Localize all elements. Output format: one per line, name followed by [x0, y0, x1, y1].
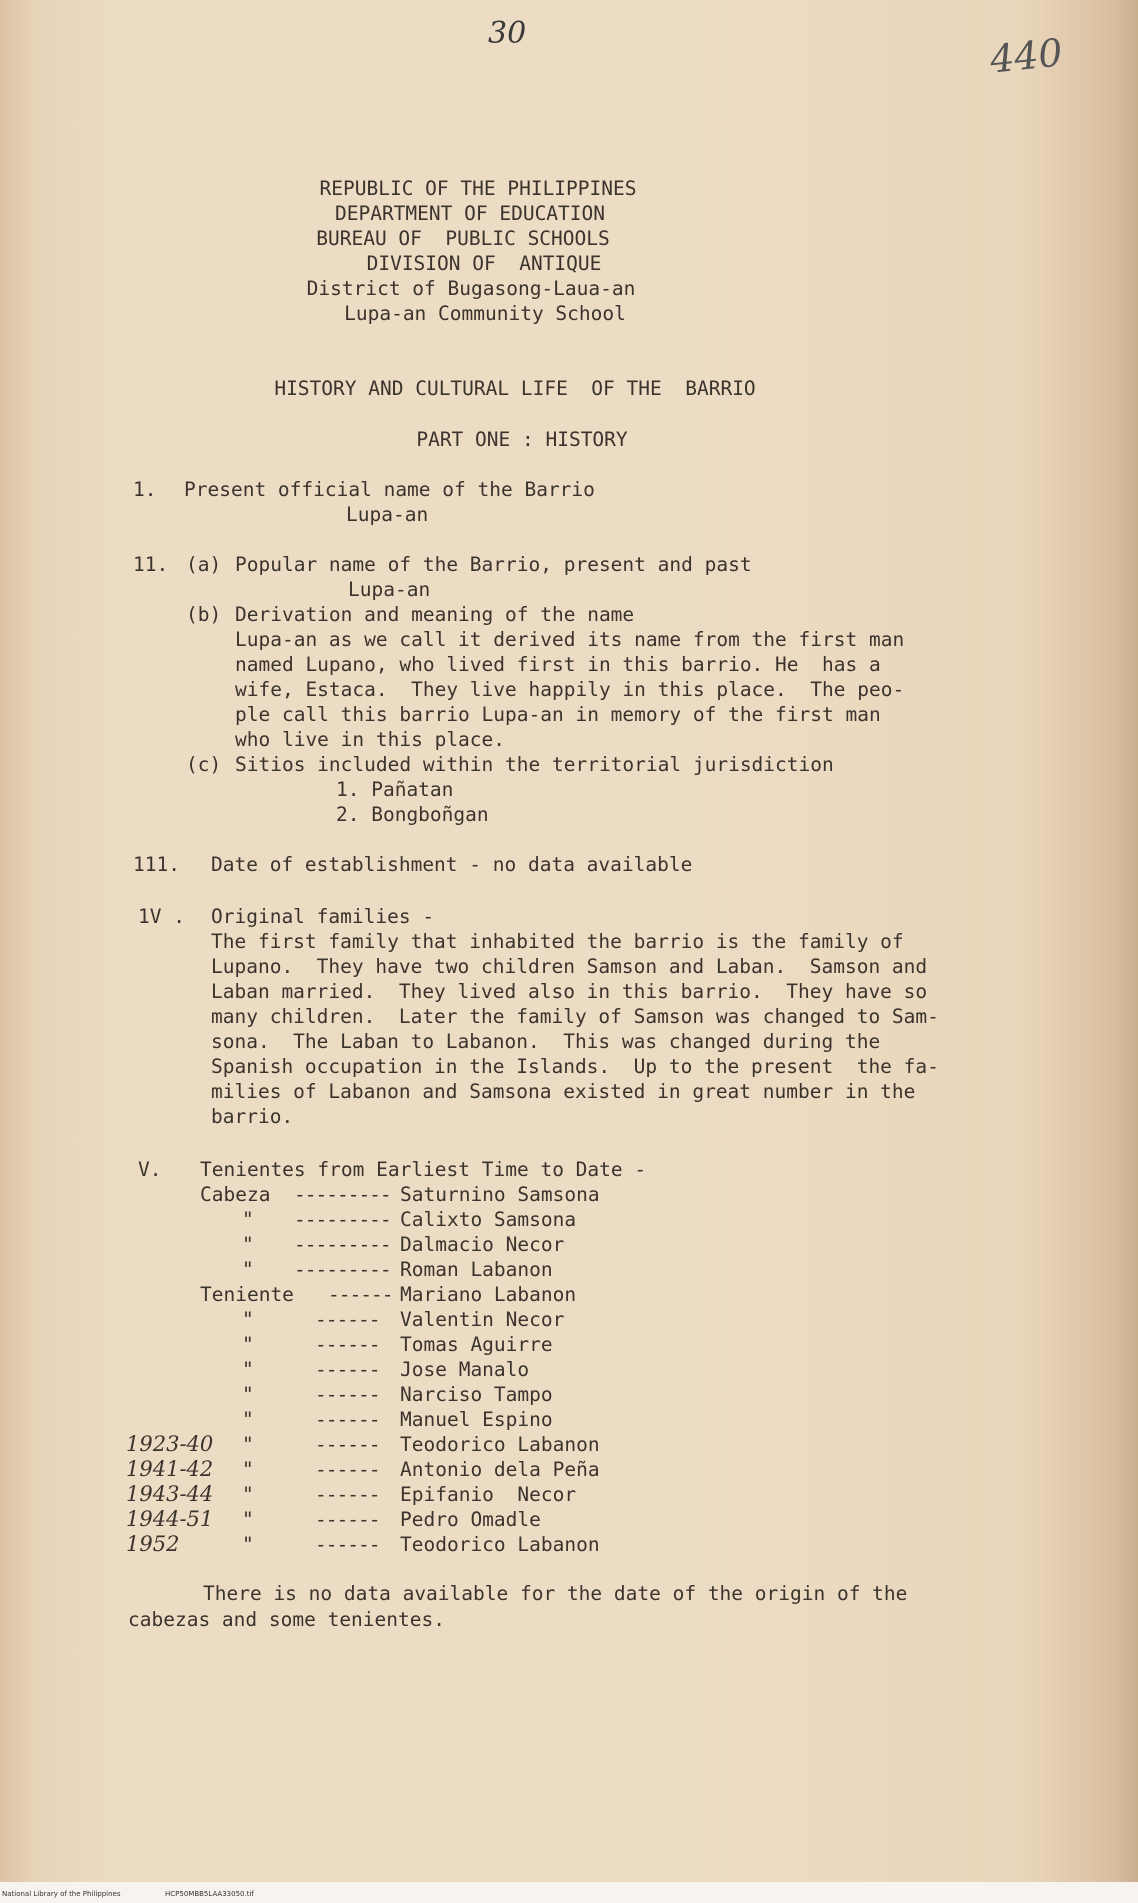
teniente-title: "	[242, 1358, 254, 1381]
teniente-title: "	[242, 1308, 254, 1331]
section-3-number: 111.	[133, 853, 180, 876]
section-2b-heading: Derivation and meaning of the name	[235, 603, 635, 626]
section-4-text-line: The first family that inhabited the barrio is the family of	[211, 930, 904, 953]
teniente-title: "	[242, 1433, 254, 1456]
sitio-item: 1. Pañatan	[336, 778, 454, 801]
teniente-name: Manuel Espino	[400, 1408, 553, 1431]
section-5-heading: Tenientes from Earliest Time to Date -	[200, 1158, 647, 1181]
letterhead-line-6: Lupa-an Community School	[344, 302, 626, 325]
scan-footer	[0, 1882, 1138, 1903]
teniente-title: "	[242, 1208, 254, 1231]
section-2b-text-line: Lupa-an as we call it derived its name from the first man	[235, 628, 905, 651]
teniente-name: Narciso Tampo	[400, 1383, 553, 1406]
teniente-title: "	[242, 1258, 254, 1281]
teniente-dashes: ------	[315, 1408, 380, 1431]
teniente-name: Valentin Necor	[400, 1308, 565, 1331]
teniente-title: Cabeza	[200, 1183, 271, 1206]
section-5-number: V.	[138, 1158, 162, 1181]
section-1-number: 1.	[133, 478, 157, 501]
teniente-title: "	[242, 1533, 254, 1556]
teniente-year: 1943-44	[126, 1482, 214, 1506]
letterhead-line-3: BUREAU OF PUBLIC SCHOOLS	[316, 227, 610, 250]
teniente-dashes: ---------	[294, 1208, 391, 1231]
teniente-year: 1923-40	[126, 1432, 214, 1456]
section-2a-heading: Popular name of the Barrio, present and past	[235, 553, 752, 576]
teniente-dashes: ------	[315, 1383, 380, 1406]
teniente-dashes: ------	[315, 1308, 380, 1331]
teniente-name: Epifanio Necor	[400, 1483, 577, 1506]
footer-file-name: HCP50MBB5LAA33050.tif	[165, 1890, 254, 1898]
teniente-name: Mariano Labanon	[400, 1283, 577, 1306]
teniente-name: Teodorico Labanon	[400, 1433, 600, 1456]
teniente-year: 1941-42	[126, 1457, 214, 1481]
letterhead-line-1: REPUBLIC OF THE PHILIPPINES	[319, 177, 637, 200]
letterhead-line-2: DEPARTMENT OF EDUCATION	[334, 202, 606, 225]
section-4-text-line: sona. The Laban to Labanon. This was changed during the	[211, 1030, 881, 1053]
teniente-name: Saturnino Samsona	[400, 1183, 600, 1206]
teniente-year: 1952	[126, 1532, 180, 1556]
teniente-title: "	[242, 1408, 254, 1431]
section-2a-answer: Lupa-an	[348, 578, 431, 601]
teniente-dashes: ------	[315, 1458, 380, 1481]
handwritten-page-number: 30	[488, 16, 527, 51]
teniente-dashes: ------	[315, 1433, 380, 1456]
letterhead-line-4: DIVISION OF ANTIQUE	[366, 252, 602, 275]
handwritten-archive-number: 440	[987, 30, 1065, 82]
teniente-year: 1944-51	[126, 1507, 214, 1531]
teniente-dashes: ---------	[294, 1258, 391, 1281]
teniente-dashes: ------	[315, 1333, 380, 1356]
teniente-dashes: ---------	[294, 1233, 391, 1256]
section-2c-heading: Sitios included within the territorial jurisdiction	[235, 753, 834, 776]
section-2-number: 11.	[133, 553, 169, 576]
teniente-name: Antonio dela Peña	[400, 1458, 600, 1481]
section-3-text: Date of establishment - no data available	[211, 853, 693, 876]
teniente-name: Pedro Omadle	[400, 1508, 541, 1531]
teniente-title: "	[242, 1333, 254, 1356]
footer-library-name: National Library of the Philippines	[2, 1890, 121, 1898]
teniente-name: Teodorico Labanon	[400, 1533, 600, 1556]
section-4-text-line: Laban married. They lived also in this barrio. They have so	[211, 980, 928, 1003]
section-2b-label: (b)	[186, 603, 222, 626]
section-2a-label: (a)	[186, 553, 222, 576]
teniente-dashes: ------	[315, 1358, 380, 1381]
teniente-dashes: ------	[315, 1533, 380, 1556]
section-2c-label: (c)	[186, 753, 222, 776]
teniente-title: "	[242, 1508, 254, 1531]
section-2b-text-line: ple call this barrio Lupa-an in memory of the first man	[235, 703, 881, 726]
teniente-dashes: ---------	[294, 1183, 391, 1206]
teniente-title: "	[242, 1233, 254, 1256]
section-2b-text-line: named Lupano, who lived first in this barrio. He has a	[235, 653, 881, 676]
section-4-text-line: Lupano. They have two children Samson and Laban. Samson and	[211, 955, 928, 978]
teniente-title: "	[242, 1383, 254, 1406]
teniente-title: Teniente	[200, 1283, 294, 1306]
section-2b-text-line: who live in this place.	[235, 728, 506, 751]
teniente-name: Tomas Aguirre	[400, 1333, 553, 1356]
teniente-dashes: ------	[328, 1283, 393, 1306]
section-1-answer: Lupa-an	[346, 503, 429, 526]
section-4-heading: Original families -	[211, 905, 435, 928]
sitio-item: 2. Bongboñgan	[336, 803, 489, 826]
section-1-heading: Present official name of the Barrio	[184, 478, 595, 501]
teniente-dashes: ------	[315, 1483, 380, 1506]
part-heading: PART ONE : HISTORY	[416, 428, 628, 451]
section-4-text-line: barrio.	[211, 1105, 294, 1128]
section-2b-text-line: wife, Estaca. They live happily in this place. The peo-	[235, 678, 905, 701]
closing-note-line: There is no data available for the date of the origin of the	[203, 1582, 908, 1605]
document-title: HISTORY AND CULTURAL LIFE OF THE BARRIO	[274, 377, 756, 400]
teniente-title: "	[242, 1483, 254, 1506]
teniente-dashes: ------	[315, 1508, 380, 1531]
closing-note-line: cabezas and some tenientes.	[128, 1608, 445, 1631]
section-4-text-line: Spanish occupation in the Islands. Up to the present the fa-	[211, 1055, 939, 1078]
section-4-number: 1V .	[138, 905, 185, 928]
teniente-name: Dalmacio Necor	[400, 1233, 565, 1256]
section-4-text-line: milies of Labanon and Samsona existed in great number in the	[211, 1080, 916, 1103]
letterhead-line-5: District of Bugasong-Laua-an	[306, 277, 636, 300]
teniente-name: Jose Manalo	[400, 1358, 530, 1381]
teniente-name: Roman Labanon	[400, 1258, 553, 1281]
teniente-name: Calixto Samsona	[400, 1208, 577, 1231]
section-4-text-line: many children. Later the family of Samson was changed to Sam-	[211, 1005, 939, 1028]
teniente-title: "	[242, 1458, 254, 1481]
